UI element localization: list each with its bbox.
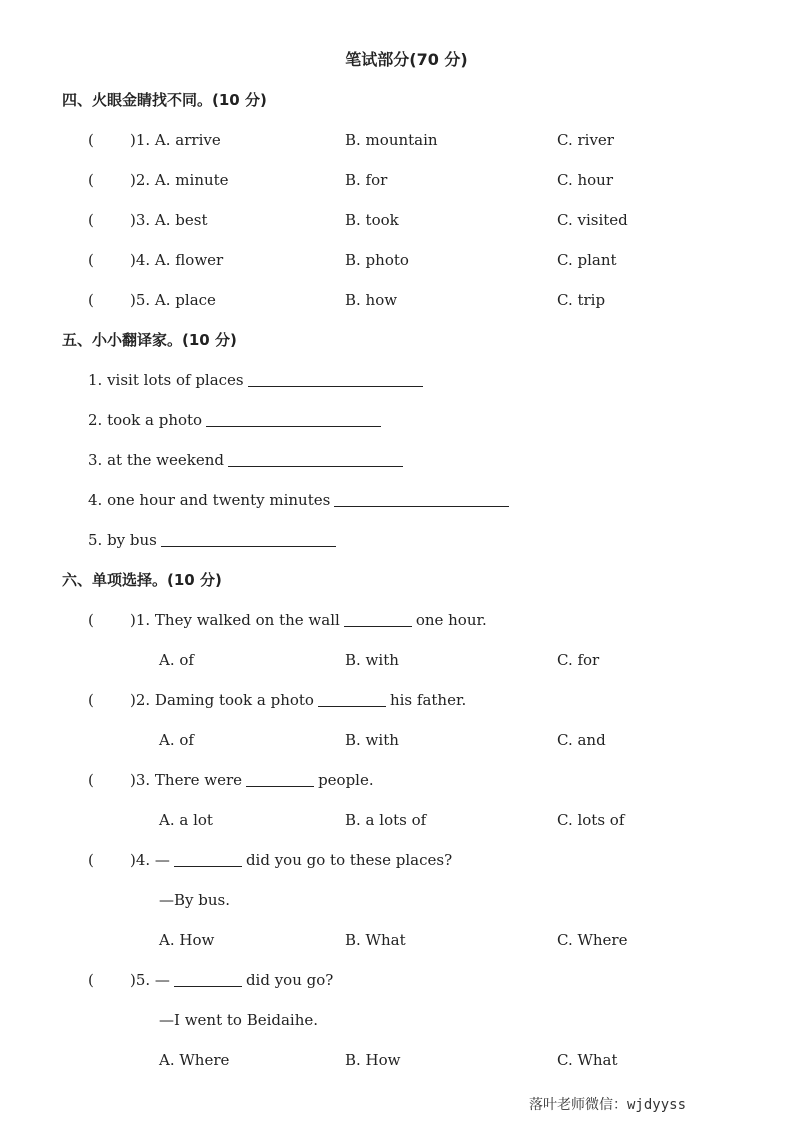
question-stem: )1. They walked on the wall: [130, 611, 340, 629]
option-b: B. a lots of: [345, 811, 427, 829]
question-text: [130, 840, 452, 880]
option-c: C. river: [557, 131, 614, 149]
question-tail: did you go to these places?: [245, 851, 453, 869]
dialog-answer: —By bus.: [159, 891, 230, 909]
option-a: A. How: [159, 931, 215, 949]
question-option-a: )1. A. arrive: [130, 131, 221, 149]
translation-phrase: 2. took a photo: [88, 411, 203, 429]
answer-bracket[interactable]: (: [88, 851, 94, 869]
answer-blank[interactable]: [246, 772, 314, 787]
answer-blank[interactable]: [334, 492, 509, 507]
translation-phrase: 5. by bus: [88, 531, 157, 549]
option-b: B. how: [345, 291, 398, 309]
translation-item: [88, 360, 427, 400]
option-c: C. Where: [557, 931, 628, 949]
option-a: A. of: [159, 731, 194, 749]
answer-blank[interactable]: [174, 852, 242, 867]
question-stem: )4. —: [130, 851, 170, 869]
option-b: B. took: [345, 211, 399, 229]
answer-bracket[interactable]: (: [88, 171, 94, 189]
question-tail: one hour.: [415, 611, 487, 629]
option-c: C. for: [557, 651, 600, 669]
answer-bracket[interactable]: (: [88, 771, 94, 789]
option-c: C. What: [557, 1051, 618, 1069]
dialog-answer: —I went to Beidaihe.: [159, 1011, 319, 1029]
page-title: 笔试部分(70 分): [345, 50, 468, 69]
answer-bracket[interactable]: (: [88, 971, 94, 989]
section-heading: 五、小小翻译家。(10 分): [62, 331, 237, 349]
question-text: [130, 960, 333, 1000]
option-a: A. of: [159, 651, 194, 669]
option-c: C. lots of: [557, 811, 625, 829]
question-option-a: )4. A. flower: [130, 251, 224, 269]
answer-bracket[interactable]: (: [88, 611, 94, 629]
question-option-a: )3. A. best: [130, 211, 208, 229]
option-b: B. with: [345, 731, 399, 749]
answer-blank[interactable]: [344, 612, 412, 627]
option-b: B. What: [345, 931, 406, 949]
answer-blank[interactable]: [318, 692, 386, 707]
question-text: [130, 760, 374, 800]
question-text: [130, 680, 466, 720]
option-c: C. trip: [557, 291, 606, 309]
option-a: A. a lot: [159, 811, 213, 829]
translation-phrase: 4. one hour and twenty minutes: [88, 491, 331, 509]
answer-blank[interactable]: [228, 452, 403, 467]
translation-phrase: 1. visit lots of places: [88, 371, 244, 389]
question-stem: )3. There were: [130, 771, 243, 789]
translation-phrase: 3. at the weekend: [88, 451, 224, 469]
option-a: A. Where: [159, 1051, 230, 1069]
question-tail: his father.: [389, 691, 467, 709]
question-text: [130, 600, 487, 640]
option-b: B. How: [345, 1051, 401, 1069]
answer-bracket[interactable]: (: [88, 211, 94, 229]
option-b: B. mountain: [345, 131, 438, 149]
section-heading: 四、火眼金睛找不同。(10 分): [62, 91, 267, 109]
option-b: B. photo: [345, 251, 409, 269]
answer-bracket[interactable]: (: [88, 251, 94, 269]
question-tail: did you go?: [245, 971, 334, 989]
translation-item: [88, 480, 513, 520]
answer-blank[interactable]: [161, 532, 336, 547]
question-option-a: )5. A. place: [130, 291, 216, 309]
translation-item: [88, 520, 340, 560]
translation-item: [88, 440, 407, 480]
answer-blank[interactable]: [248, 372, 423, 387]
question-tail: people.: [318, 771, 374, 789]
option-c: C. plant: [557, 251, 617, 269]
answer-blank[interactable]: [206, 412, 381, 427]
option-c: C. and: [557, 731, 606, 749]
option-b: B. for: [345, 171, 388, 189]
option-c: C. visited: [557, 211, 628, 229]
option-c: C. hour: [557, 171, 614, 189]
answer-blank[interactable]: [174, 972, 242, 987]
answer-bracket[interactable]: (: [88, 131, 94, 149]
question-stem: )2. Daming took a photo: [130, 691, 314, 709]
question-option-a: )2. A. minute: [130, 171, 229, 189]
answer-bracket[interactable]: (: [88, 291, 94, 309]
section-heading: 六、单项选择。(10 分): [62, 571, 222, 589]
option-b: B. with: [345, 651, 399, 669]
answer-bracket[interactable]: (: [88, 691, 94, 709]
footer-contact: 落叶老师微信：wjdyyss: [529, 1097, 687, 1113]
translation-item: [88, 400, 385, 440]
question-stem: )5. —: [130, 971, 170, 989]
